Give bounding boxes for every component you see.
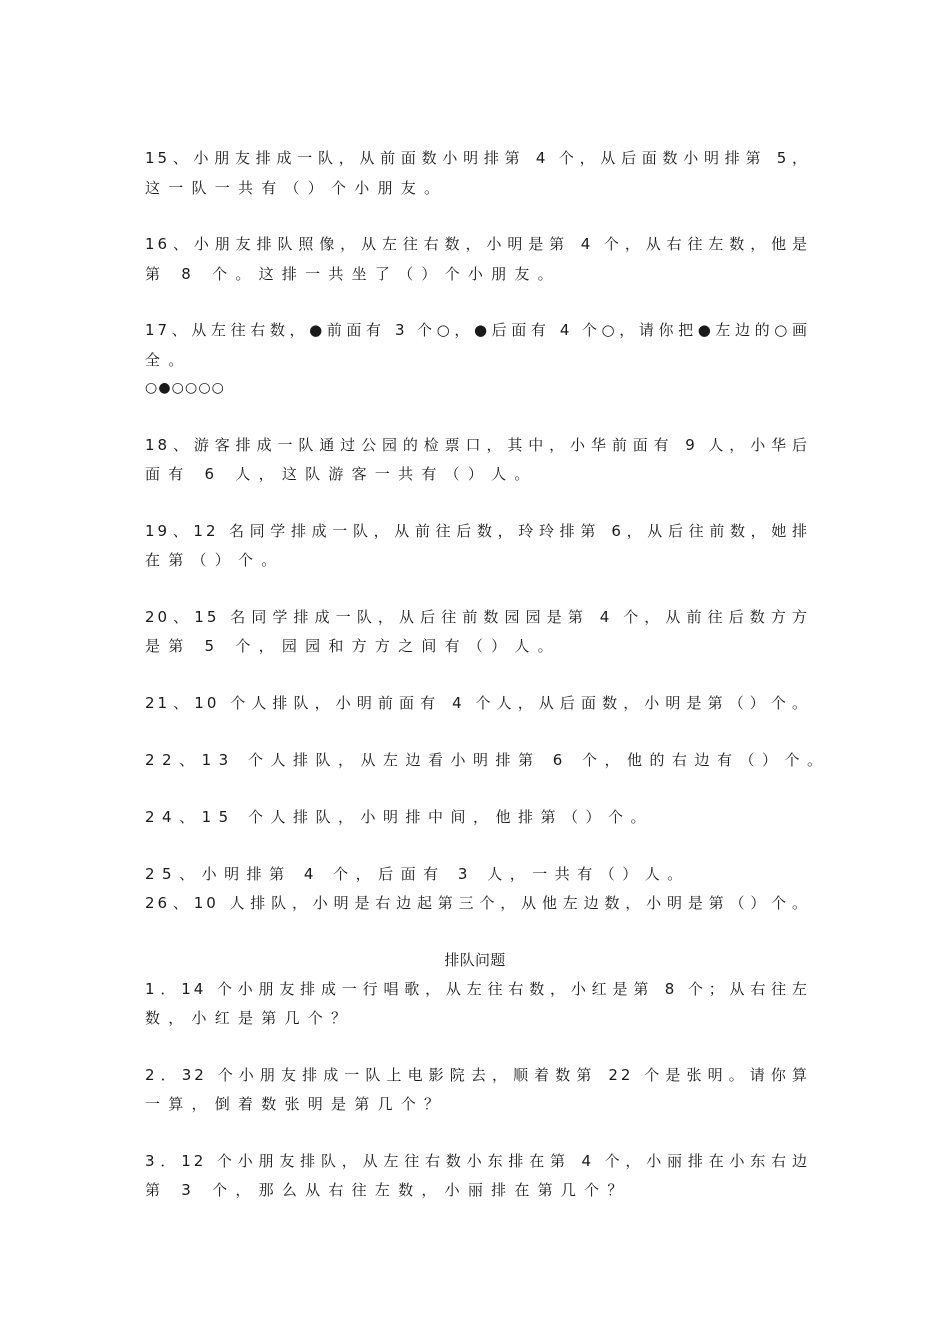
q16-line-1: 16、小朋友排队照像，从左往右数，小明是第 4 个，从右往左数，他是 [145,235,810,253]
q26-line: 26、10 人排队，小明是右边起第三个，从他左边数，小明是第（）个。 [145,894,810,912]
q22-line: 22、13 个人排队，从左边看小明排第 6 个，他的右边有（）个。 [145,751,830,769]
q25-line: 25、小明排第 4 个，后面有 3 人，一共有（）人。 [145,865,690,883]
q17-line-1: 17、从左往右数，●前面有 3 个○，●后面有 4 个○，请你把●左边的○画 [145,321,810,339]
p3-line-1: 3．12 个小朋友排队，从左往右数小东排在第 4 个，小丽排在小东右边 [145,1152,810,1170]
p2-line-2: 一算，倒着数张明是第几个？ [145,1095,448,1113]
q17-circles-row: ○●○○○○ [145,380,226,396]
q19-line-1: 19、12 名同学排成一队，从前往后数，玲玲排第 6，从后往前数，她排 [145,522,810,540]
p1-line-1: 1．14 个小朋友排成一行唱歌，从左往右数，小红是第 8 个；从右往左 [145,980,810,998]
q17-line-2: 全。 [145,351,192,369]
q19-line-2: 在第（）个。 [145,551,285,569]
q18-line-1: 18、游客排成一队通过公园的检票口，其中，小华前面有 9 人，小华后 [145,436,810,454]
q15-line-2: 这一队一共有（）个小朋友。 [145,179,448,197]
q20-line-1: 20、15 名同学排成一队，从后往前数园园是第 4 个，从前往后数方方 [145,608,810,626]
p2-line-1: 2．32 个小朋友排成一队上电影院去，顺着数第 22 个是张明。请你算 [145,1066,810,1084]
q15-line-1: 15、小朋友排成一队，从前面数小明排第 4 个，从后面数小明排第 5， [145,149,810,167]
section-heading: 排队问题 [444,951,506,969]
q18-line-2: 面有 6 人，这队游客一共有（）人。 [145,465,538,483]
q16-line-2: 第 8 个。这排一共坐了（）个小朋友。 [145,265,561,283]
p3-line-2: 第 3 个，那么从右往左数，小丽排在第几个？ [145,1181,631,1199]
q21-line: 21、10 个人排队，小明前面有 4 个人，从后面数，小明是第（）个。 [145,694,810,712]
q24-line: 24、15 个人排队，小明排中间，他排第（）个。 [145,808,653,826]
q20-line-2: 是第 5 个，园园和方方之间有（）人。 [145,637,561,655]
p1-line-2: 数，小红是第几个？ [145,1009,355,1027]
